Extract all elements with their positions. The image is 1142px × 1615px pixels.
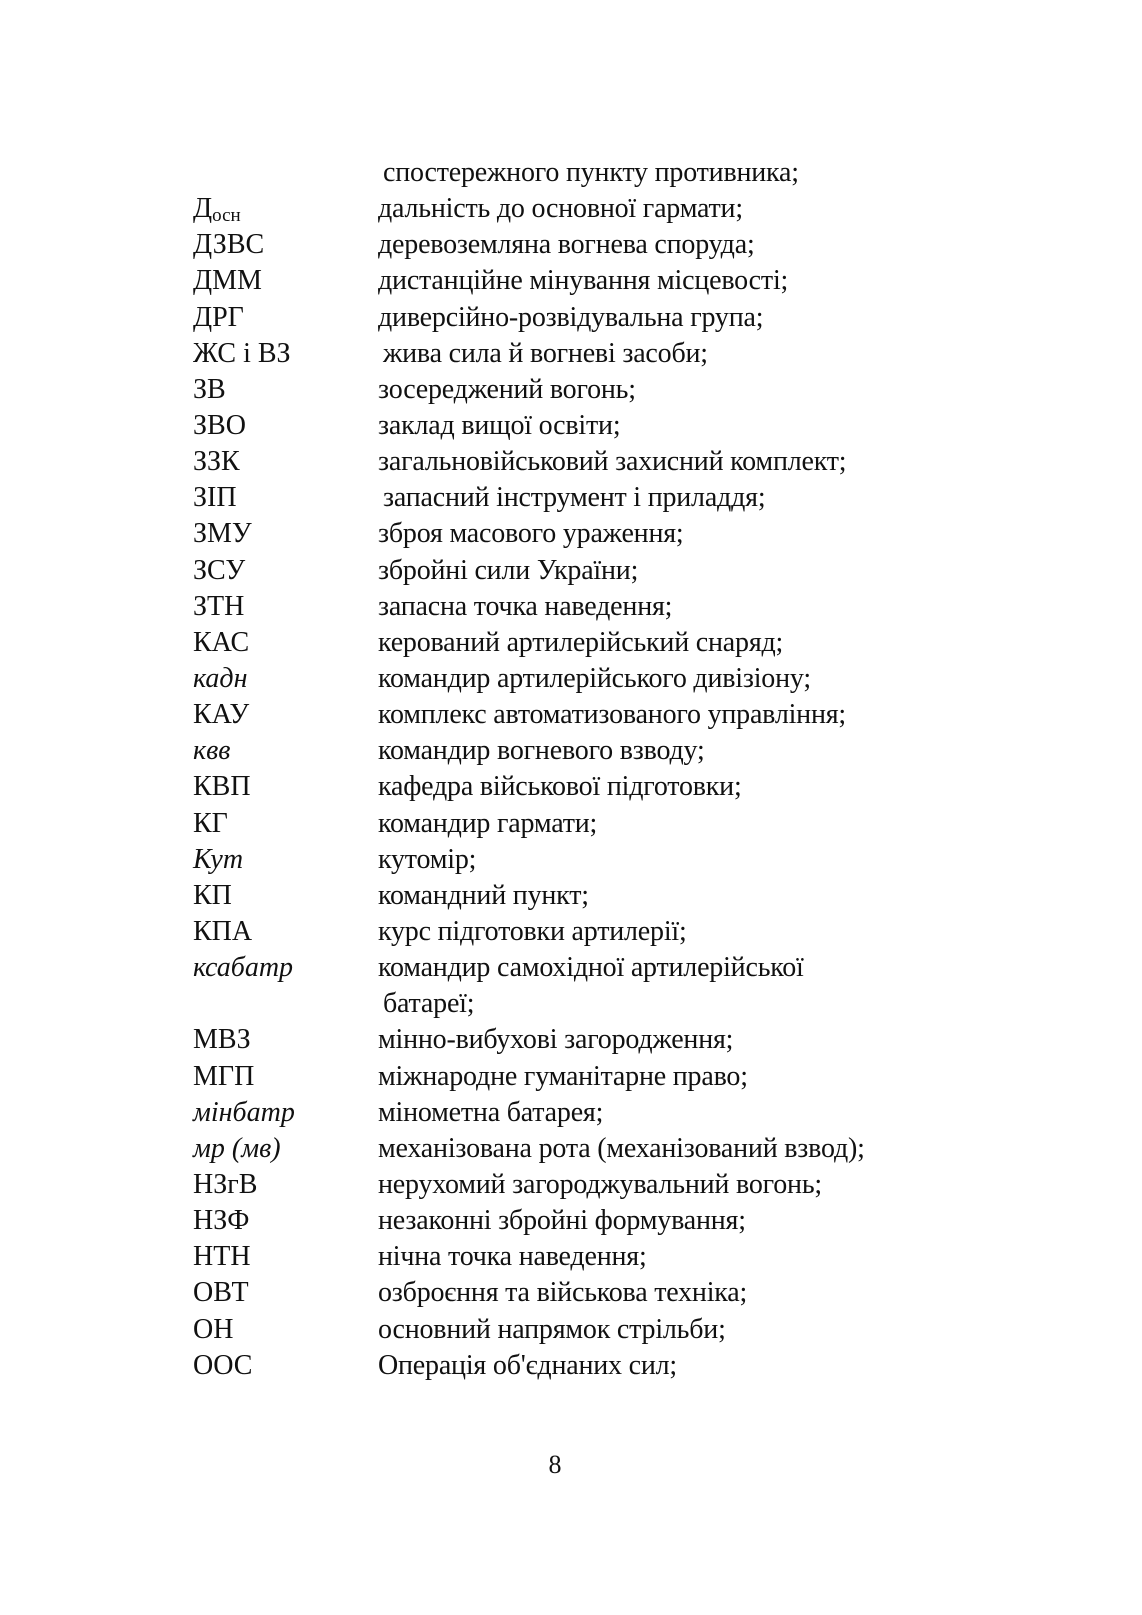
definition: командир самохідної артилерійської: [378, 952, 804, 984]
abbreviation-entry: [0, 769, 1142, 805]
definition: механізована рота (механізований взвод);: [378, 1132, 865, 1164]
abbreviation-text: КП: [193, 879, 232, 911]
abbreviation-entry: [0, 408, 1142, 444]
definition: зброя масового ураження;: [378, 518, 684, 550]
abbreviation-entry: [0, 1095, 1142, 1131]
abbreviation-text: ОН: [193, 1313, 234, 1345]
abbreviation-entry: [0, 1275, 1142, 1311]
abbreviation: [193, 661, 247, 697]
abbreviation-text: квв: [193, 735, 231, 767]
abbreviation-text: ЗВО: [193, 409, 246, 441]
abbreviation: [193, 408, 246, 444]
abbreviation-entry: [0, 625, 1142, 661]
abbreviation-text: ксабатр: [193, 952, 294, 984]
definition: загальновійськовий захисний комплект;: [378, 446, 847, 478]
definition: озброєння та військова техніка;: [378, 1277, 748, 1309]
abbreviation-text: ОВТ: [193, 1277, 249, 1309]
abbreviation-text: ДММ: [193, 265, 262, 297]
abbreviation-entry: [0, 444, 1142, 480]
definition: кутомір;: [378, 843, 477, 875]
abbreviation-entry: [0, 155, 1142, 191]
definition: деревоземляна вогнева споруда;: [378, 229, 755, 261]
abbreviation-entry: [0, 950, 1142, 986]
definition: Операція об'єднаних сил;: [378, 1349, 678, 1381]
definition: заклад вищої освіти;: [378, 409, 621, 441]
abbreviation: [193, 697, 249, 733]
definition: кафедра військової підготовки;: [378, 771, 742, 803]
abbreviation-entry: [0, 1239, 1142, 1275]
abbreviation-text: КГ: [193, 807, 228, 839]
abbreviation-entry: [0, 336, 1142, 372]
abbreviation: [193, 336, 291, 372]
abbreviation-text: ЗІП: [193, 482, 237, 514]
abbreviation: [193, 733, 230, 769]
abbreviation-text: КВП: [193, 771, 251, 803]
abbreviation-text: мінбатр: [193, 1096, 295, 1128]
abbreviation: [193, 1095, 295, 1131]
abbreviation-entry: [0, 878, 1142, 914]
definition: нічна точка наведення;: [378, 1241, 647, 1273]
abbreviation-text: Д: [193, 193, 213, 225]
abbreviation-text: ЖС і ВЗ: [193, 337, 291, 369]
abbreviation-text: МВЗ: [193, 1024, 251, 1056]
abbreviation-entry: [0, 516, 1142, 552]
abbreviation-text: мр (мв): [193, 1132, 281, 1164]
abbreviation-entry: [0, 1203, 1142, 1239]
definition: командир вогневого взводу;: [378, 735, 705, 767]
abbreviation: [193, 769, 251, 805]
abbreviation-entry: [0, 227, 1142, 263]
abbreviation-subscript: осн: [212, 205, 241, 227]
definition: керований артилерійський снаряд;: [378, 626, 784, 658]
definition: командир гармати;: [378, 807, 598, 839]
abbreviation: [193, 1312, 233, 1348]
abbreviation-text: ЗТН: [193, 590, 245, 622]
abbreviation-entry: [0, 589, 1142, 625]
abbreviation-entry: [0, 553, 1142, 589]
definition: жива сила й вогневі засоби;: [383, 337, 708, 369]
abbreviation: [193, 1275, 249, 1311]
definition: мінно-вибухові загородження;: [378, 1024, 734, 1056]
abbreviation-text: КПА: [193, 915, 253, 947]
definition: командир артилерійського дивізіону;: [378, 662, 811, 694]
definition: збройні сили України;: [378, 554, 639, 586]
abbreviation-text: ЗЗК: [193, 446, 240, 478]
definition: зосереджений вогонь;: [378, 373, 636, 405]
definition: курс підготовки артилерії;: [378, 915, 687, 947]
abbreviation-entry: [0, 1312, 1142, 1348]
abbreviation-entry: [0, 300, 1142, 336]
abbreviation-entry: [0, 697, 1142, 733]
abbreviation: [193, 480, 237, 516]
abbreviation: [193, 806, 228, 842]
abbreviation-text: КАС: [193, 626, 250, 658]
definition: мінометна батарея;: [378, 1096, 604, 1128]
abbreviation: [193, 1167, 257, 1203]
abbreviation-text: МГП: [193, 1060, 255, 1092]
abbreviation-text: кадн: [193, 662, 248, 694]
abbreviation-text: ЗСУ: [193, 554, 246, 586]
definition: основний напрямок стрільби;: [378, 1313, 726, 1345]
abbreviation: [193, 625, 249, 661]
abbreviation: [193, 842, 243, 878]
abbreviation: [193, 589, 244, 625]
abbreviation: [193, 227, 264, 263]
abbreviation-entry: [0, 480, 1142, 516]
abbreviation-text: ДРГ: [193, 301, 244, 333]
definition: дальність до основної гармати;: [378, 193, 743, 225]
abbreviation: [193, 1203, 249, 1239]
definition: нерухомий загороджувальний вогонь;: [378, 1168, 822, 1200]
abbreviation-text: Кут: [193, 843, 244, 875]
abbreviation-entry: [0, 806, 1142, 842]
abbreviation: [193, 300, 244, 336]
abbreviation-entry: [0, 1059, 1142, 1095]
abbreviation-text: ЗВ: [193, 373, 226, 405]
definition: комплекс автоматизованого управління;: [378, 699, 847, 731]
abbreviation-text: ЗМУ: [193, 518, 252, 550]
abbreviation-entry: [0, 1167, 1142, 1203]
abbreviation-entry: [0, 842, 1142, 878]
abbreviation: [193, 1059, 254, 1095]
definition: незаконні збройні формування;: [378, 1205, 746, 1237]
abbreviation-entry: [0, 263, 1142, 299]
page-number: 8: [548, 1450, 562, 1479]
abbreviation: [193, 553, 245, 589]
abbreviation: [193, 1239, 251, 1275]
abbreviation: [193, 516, 252, 552]
abbreviation-entry: [0, 191, 1142, 227]
abbreviation: [193, 191, 241, 230]
abbreviation-entry: [0, 733, 1142, 769]
abbreviation-entry: [0, 914, 1142, 950]
abbreviation-text: НТН: [193, 1241, 251, 1273]
abbreviation-entry: [0, 661, 1142, 697]
definition: міжнародне гуманітарне право;: [378, 1060, 748, 1092]
definition: диверсійно-розвідувальна група;: [378, 301, 764, 333]
abbreviation-text: ООС: [193, 1349, 253, 1381]
abbreviation-entry: [0, 1022, 1142, 1058]
abbreviation-text: НЗФ: [193, 1205, 250, 1237]
abbreviation: [193, 1348, 252, 1384]
abbreviation: [193, 878, 232, 914]
abbreviation-text: КАУ: [193, 699, 250, 731]
abbreviation-list: [0, 155, 1142, 1384]
abbreviation-entry: [0, 1131, 1142, 1167]
definition: батареї;: [383, 988, 475, 1020]
abbreviation: [193, 263, 262, 299]
definition: запасний інструмент і приладдя;: [383, 482, 766, 514]
abbreviation: [193, 444, 240, 480]
abbreviation: [193, 914, 252, 950]
abbreviation-text: НЗгВ: [193, 1168, 258, 1200]
abbreviation: [193, 372, 226, 408]
abbreviation-text: ДЗВС: [193, 229, 265, 261]
definition: командний пункт;: [378, 879, 589, 911]
abbreviation: [193, 1022, 251, 1058]
abbreviation: [193, 1131, 281, 1167]
definition: спостережного пункту противника;: [383, 157, 799, 188]
abbreviation-entry: [0, 986, 1142, 1022]
abbreviation-entry: [0, 372, 1142, 408]
abbreviation: [193, 950, 293, 986]
definition: запасна точка наведення;: [378, 590, 673, 622]
definition: дистанційне мінування місцевості;: [378, 265, 789, 297]
abbreviation-entry: [0, 1348, 1142, 1384]
